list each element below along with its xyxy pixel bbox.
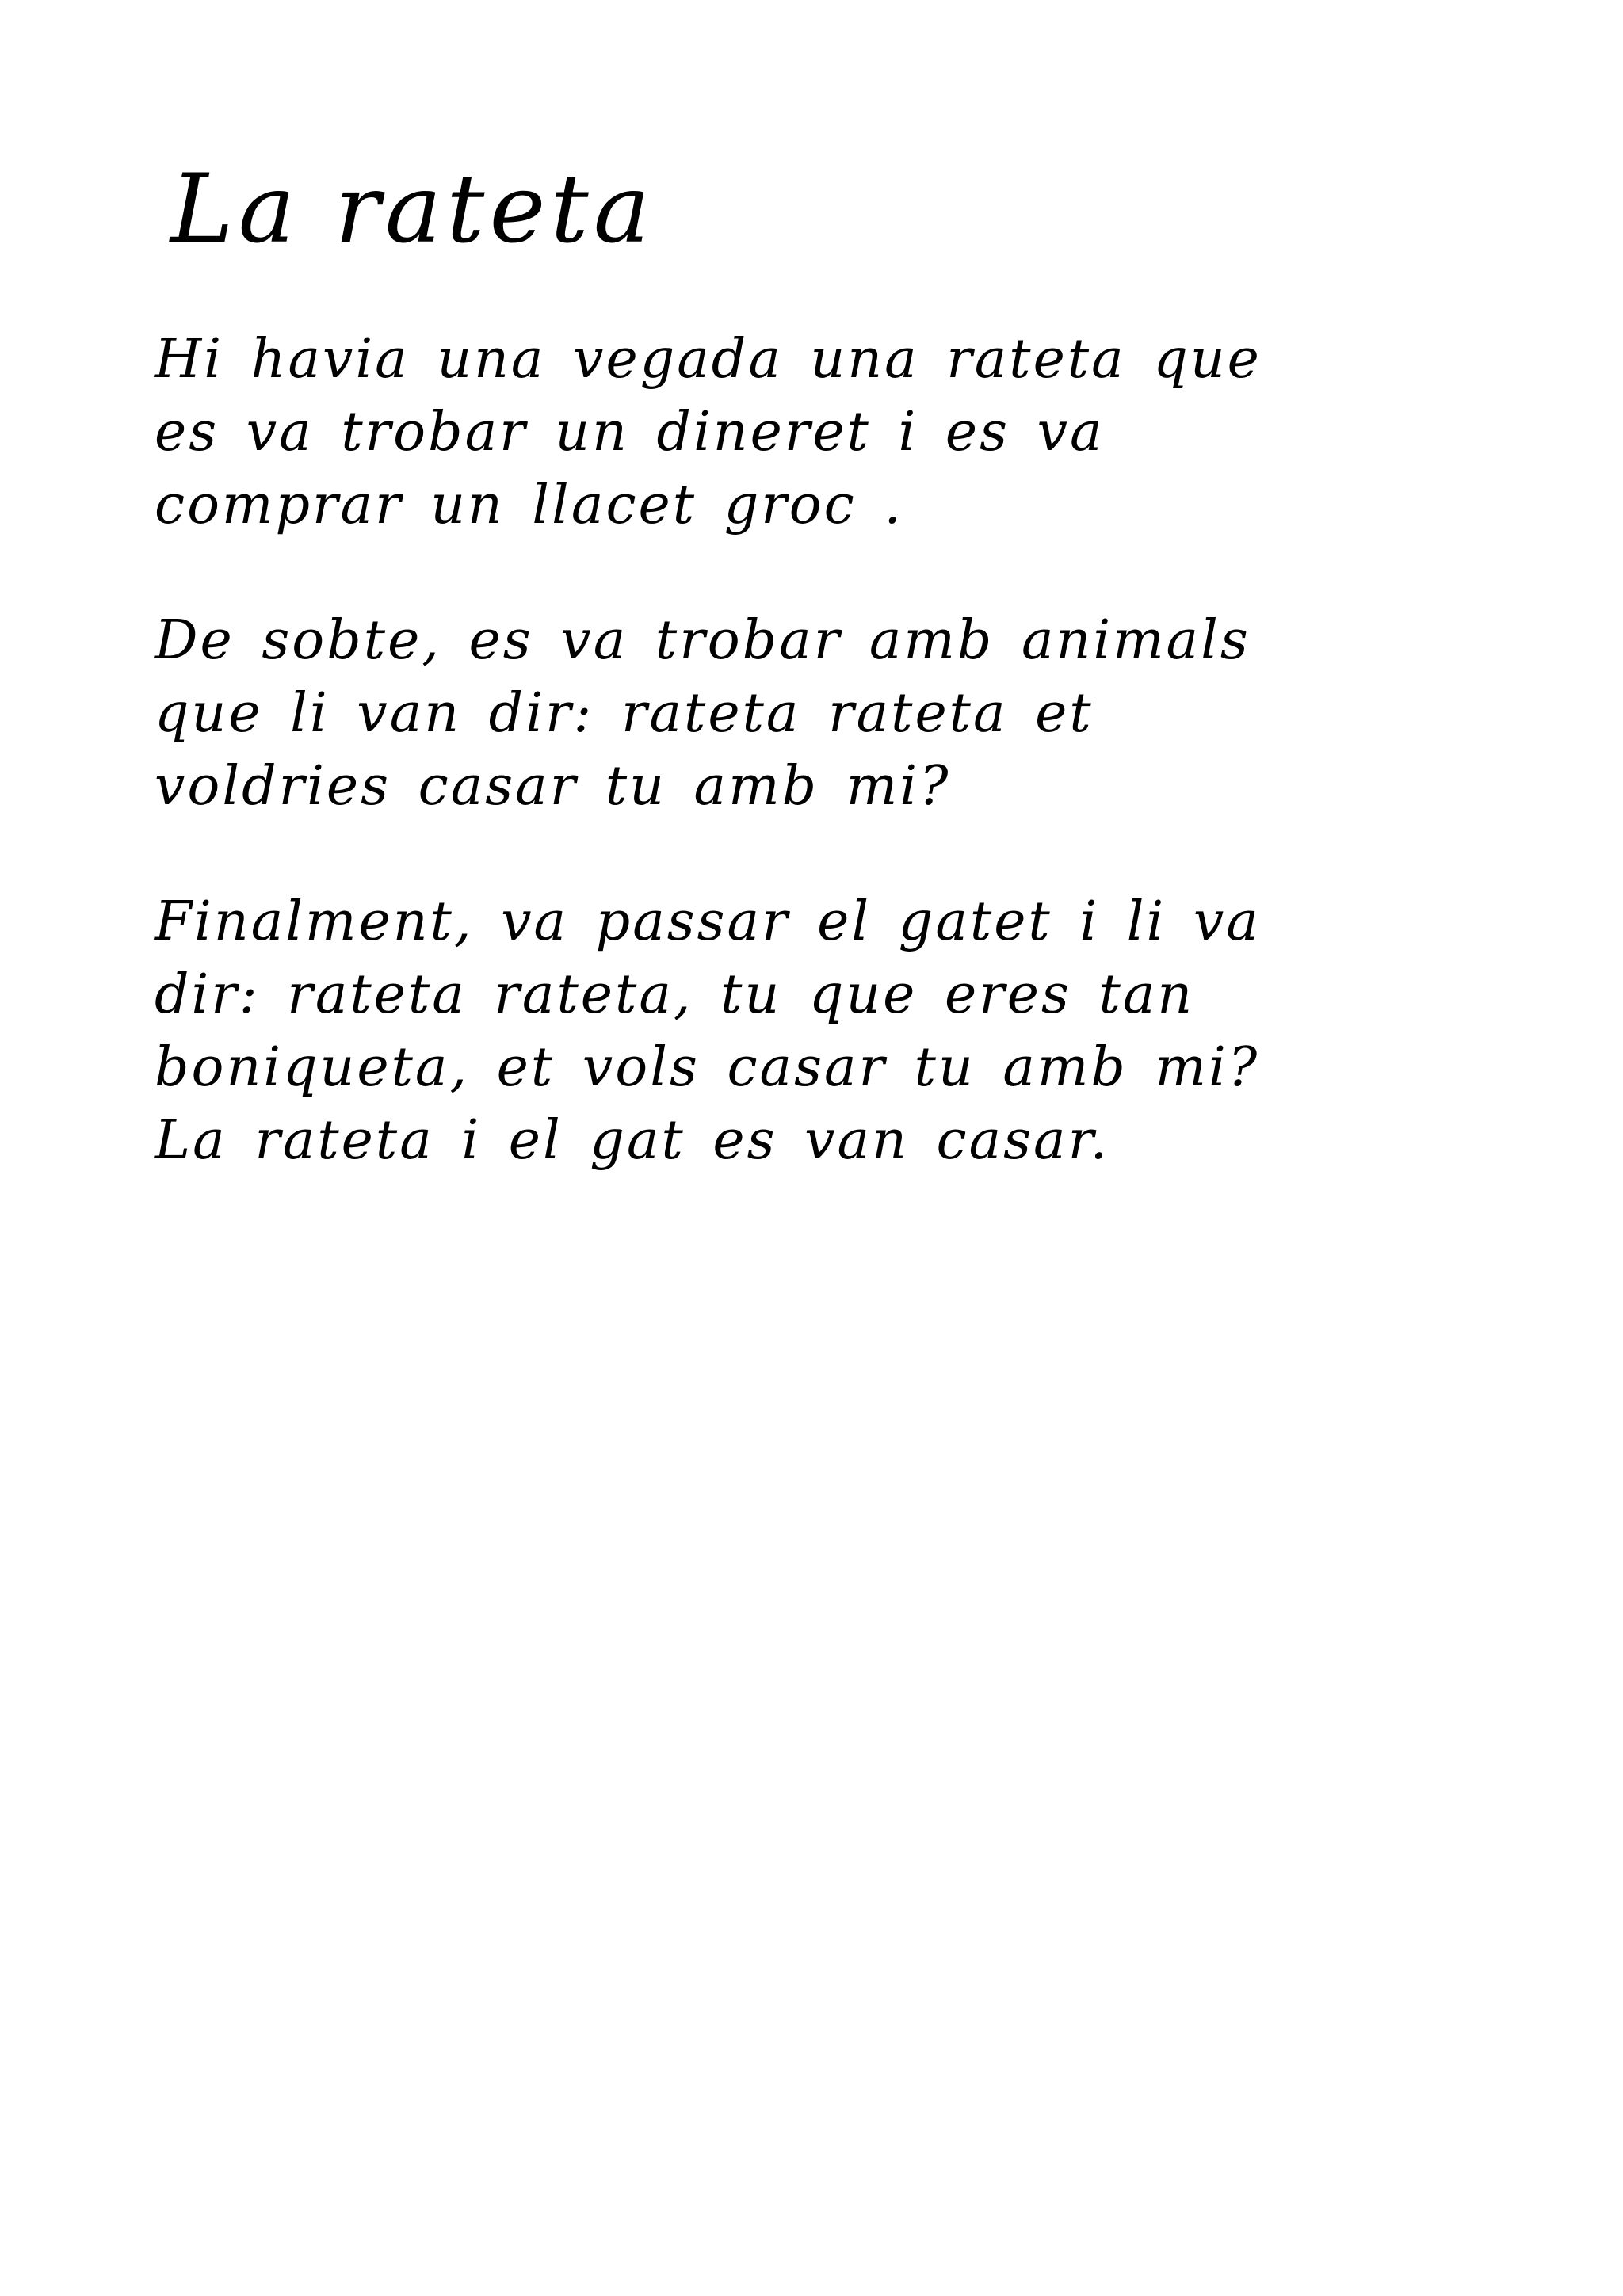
paragraph-2 xyxy=(155,605,1251,823)
text-line: Finalment, va passar el gatet i li va xyxy=(155,891,1261,953)
text-line: La rateta i el gat es van casar. xyxy=(155,1109,1110,1172)
text-line: comprar un llacet groc . xyxy=(155,474,903,536)
page-title: La rateta xyxy=(170,154,655,265)
text-line: que li van dir: rateta rateta et xyxy=(155,682,1094,745)
text-line: voldries casar tu amb mi? xyxy=(155,755,951,818)
paragraph-3 xyxy=(155,886,1261,1177)
text-line: es va trobar un dineret i es va xyxy=(155,401,1105,463)
text-line: De sobte, es va trobar amb animals xyxy=(155,609,1251,672)
text-line: boniqueta, et vols casar tu amb mi? xyxy=(155,1036,1260,1099)
paragraph-1 xyxy=(155,323,1262,542)
text-line: Hi havia una vegada una rateta que xyxy=(155,328,1262,391)
text-line: dir: rateta rateta, tu que eres tan xyxy=(155,963,1195,1026)
